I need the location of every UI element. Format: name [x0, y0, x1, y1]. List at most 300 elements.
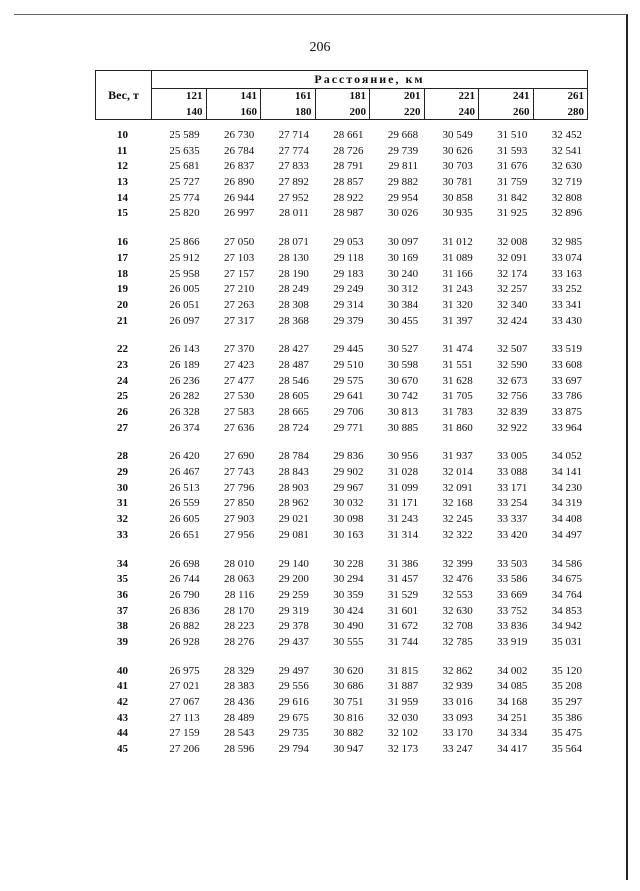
value-cell: 31 474 [442, 343, 473, 356]
value-cell: 26 374 [169, 421, 200, 434]
value-cell: 28 596 [224, 743, 255, 756]
value-cell: 30 956 [387, 450, 419, 463]
value-cell: 30 490 [333, 620, 364, 633]
value-cell: 28 170 [224, 604, 255, 617]
range-from: 161 [295, 90, 312, 102]
value-cell: 28 071 [278, 236, 309, 249]
value-cell: 33 163 [551, 267, 582, 280]
value-cell: 33 503 [497, 557, 528, 570]
range-to: 220 [404, 106, 421, 118]
value-cell: 31 676 [497, 160, 528, 173]
value-cell: 35 031 [551, 635, 582, 648]
weight-cell: 13 [117, 176, 128, 189]
weight-cell: 21 [117, 314, 128, 327]
value-cell: 29 021 [278, 513, 309, 526]
value-cell: 31 171 [387, 497, 419, 510]
value-cell: 26 997 [224, 207, 255, 220]
value-cell: 33 170 [442, 727, 473, 740]
value-cell: 30 294 [333, 573, 364, 586]
table-row [95, 742, 588, 758]
value-cell: 29 118 [333, 251, 364, 264]
weight-cell: 28 [117, 450, 128, 463]
weight-cell: 29 [117, 466, 128, 479]
weight-cell: 31 [117, 497, 128, 510]
value-cell: 30 424 [333, 604, 364, 617]
weight-cell: 11 [117, 144, 128, 157]
row-group [95, 449, 588, 543]
table-row [95, 528, 588, 544]
value-cell: 30 555 [333, 635, 364, 648]
table-row [95, 374, 588, 390]
value-cell: 27 159 [169, 727, 200, 740]
value-cell: 32 808 [551, 191, 582, 204]
value-cell: 30 169 [387, 251, 419, 264]
table-row [95, 251, 588, 267]
value-cell: 30 935 [442, 207, 473, 220]
value-cell: 31 744 [387, 635, 419, 648]
weight-cell: 34 [117, 557, 128, 570]
value-cell: 27 774 [278, 144, 309, 157]
value-cell: 34 319 [551, 497, 582, 510]
range-header [370, 89, 425, 119]
value-cell: 31 397 [442, 314, 473, 327]
table-row [95, 695, 588, 711]
row-group [95, 342, 588, 436]
value-cell: 28 661 [333, 129, 364, 141]
value-cell: 28 116 [224, 588, 255, 601]
value-cell: 26 513 [169, 481, 200, 494]
value-cell: 30 882 [333, 727, 364, 740]
value-cell: 34 764 [551, 588, 582, 601]
table-body [95, 128, 588, 771]
range-from: 201 [404, 90, 421, 102]
value-cell: 28 843 [278, 466, 309, 479]
value-cell: 34 168 [497, 696, 528, 708]
value-cell: 31 243 [387, 513, 419, 526]
value-cell: 28 011 [279, 207, 309, 220]
value-cell: 34 675 [551, 573, 582, 586]
value-cell: 30 686 [333, 680, 364, 693]
value-cell: 30 947 [333, 743, 364, 756]
table-row [95, 635, 588, 651]
value-cell: 29 811 [388, 160, 419, 173]
value-cell: 30 359 [333, 588, 364, 601]
value-cell: 33 337 [497, 513, 528, 526]
value-cell: 30 813 [387, 406, 419, 418]
value-cell: 28 605 [278, 390, 309, 403]
value-cell: 32 630 [551, 160, 582, 173]
range-from: 241 [513, 90, 530, 102]
value-cell: 26 467 [169, 466, 200, 479]
range-to: 140 [186, 106, 203, 118]
value-cell: 32 985 [551, 236, 582, 249]
table-row [95, 421, 588, 437]
value-cell: 28 329 [224, 664, 255, 677]
value-cell: 29 902 [333, 466, 364, 479]
value-cell: 27 206 [169, 743, 200, 756]
value-cell: 32 553 [442, 588, 473, 601]
value-cell: 30 670 [387, 374, 419, 387]
table-row [95, 191, 588, 207]
value-cell: 33 786 [551, 390, 582, 403]
distance-ranges [152, 89, 587, 119]
table-row [95, 496, 588, 512]
value-cell: 34 497 [551, 528, 582, 541]
value-cell: 29 668 [387, 129, 419, 141]
table-row [95, 679, 588, 695]
value-cell: 29 575 [333, 374, 364, 387]
value-cell: 31 551 [442, 358, 473, 371]
value-cell: 30 742 [387, 390, 419, 403]
value-cell: 33 875 [551, 406, 582, 418]
row-group [95, 664, 588, 758]
value-cell: 31 386 [387, 557, 419, 570]
value-cell: 33 093 [442, 711, 473, 724]
weight-cell: 41 [117, 680, 128, 693]
weight-cell: 14 [117, 191, 128, 204]
value-cell: 31 601 [387, 604, 419, 617]
value-cell: 28 784 [278, 450, 309, 463]
value-cell: 32 030 [387, 711, 419, 724]
value-cell: 34 408 [551, 513, 582, 526]
value-cell: 34 853 [551, 604, 582, 617]
distance-column-header: Расстояние, км [152, 71, 587, 89]
value-cell: 31 783 [442, 406, 473, 418]
value-cell: 32 173 [387, 743, 419, 756]
value-cell: 30 598 [387, 358, 419, 371]
value-cell: 27 157 [224, 267, 255, 280]
value-cell: 25 727 [169, 176, 200, 189]
weight-cell: 16 [117, 236, 128, 249]
range-from: 181 [349, 90, 366, 102]
value-cell: 30 751 [333, 696, 364, 708]
range-from: 261 [567, 90, 584, 102]
value-cell: 27 423 [224, 358, 255, 371]
table-row [95, 481, 588, 497]
value-cell: 34 230 [551, 481, 582, 494]
table-row [95, 604, 588, 620]
value-cell: 31 842 [497, 191, 528, 204]
value-cell: 27 903 [224, 513, 255, 526]
value-cell: 25 912 [169, 251, 200, 264]
value-cell: 27 103 [224, 251, 255, 264]
table-row [95, 314, 588, 330]
value-cell: 27 050 [224, 236, 255, 249]
value-cell: 28 487 [278, 358, 309, 371]
table-row [95, 726, 588, 742]
value-cell: 30 032 [333, 497, 364, 510]
table-row [95, 572, 588, 588]
weight-cell: 25 [117, 390, 128, 403]
value-cell: 29 967 [333, 481, 364, 494]
range-to: 260 [513, 106, 530, 118]
weight-cell: 20 [117, 298, 128, 311]
value-cell: 26 328 [169, 406, 200, 418]
weight-cell: 19 [117, 283, 128, 296]
value-cell: 29 378 [278, 620, 309, 633]
value-cell: 26 744 [169, 573, 200, 586]
value-cell: 33 252 [551, 283, 582, 296]
value-cell: 26 928 [169, 635, 200, 648]
value-cell: 29 379 [333, 314, 364, 327]
value-cell: 33 586 [497, 573, 528, 586]
value-cell: 32 008 [497, 236, 528, 249]
table-row [95, 557, 588, 573]
value-cell: 26 605 [169, 513, 200, 526]
value-cell: 26 784 [224, 144, 255, 157]
range-header [316, 89, 371, 119]
value-cell: 29 641 [333, 390, 364, 403]
value-cell: 27 067 [169, 696, 200, 708]
value-cell: 34 586 [551, 557, 582, 570]
value-cell: 31 099 [387, 481, 419, 494]
value-cell: 31 759 [497, 176, 528, 189]
value-cell: 30 703 [442, 160, 473, 173]
value-cell: 28 276 [224, 635, 255, 648]
table-row [95, 465, 588, 481]
value-cell: 31 815 [387, 664, 419, 677]
value-cell: 30 781 [442, 176, 473, 189]
value-cell: 29 675 [278, 711, 309, 724]
value-cell: 34 942 [551, 620, 582, 633]
row-group [95, 557, 588, 651]
value-cell: 35 120 [551, 664, 582, 677]
value-cell: 30 097 [387, 236, 419, 249]
value-cell: 26 282 [169, 390, 200, 403]
value-cell: 30 816 [333, 711, 364, 724]
value-cell: 32 756 [497, 390, 528, 403]
value-cell: 26 236 [169, 374, 200, 387]
range-to: 160 [240, 106, 257, 118]
value-cell: 34 334 [497, 727, 528, 740]
table-row [95, 267, 588, 283]
value-cell: 25 635 [169, 144, 200, 157]
value-cell: 33 697 [551, 374, 582, 387]
weight-cell: 10 [117, 129, 128, 141]
weight-cell: 39 [117, 635, 128, 648]
value-cell: 29 183 [333, 267, 364, 280]
value-cell: 28 308 [278, 298, 309, 311]
range-header [261, 89, 316, 119]
value-cell: 34 251 [497, 711, 528, 724]
weight-cell: 43 [117, 711, 128, 724]
value-cell: 28 223 [224, 620, 255, 633]
weight-cell: 30 [117, 481, 128, 494]
value-cell: 31 925 [497, 207, 528, 220]
value-cell: 33 341 [551, 298, 582, 311]
value-cell: 30 626 [442, 144, 473, 157]
weight-cell: 44 [117, 727, 128, 740]
weight-cell: 27 [117, 421, 128, 434]
value-cell: 31 593 [497, 144, 528, 157]
value-cell: 27 833 [278, 160, 309, 173]
value-cell: 26 005 [169, 283, 200, 296]
table-row [95, 342, 588, 358]
weight-cell: 22 [117, 343, 128, 356]
value-cell: 28 543 [224, 727, 255, 740]
value-cell: 31 628 [442, 374, 473, 387]
table-row [95, 298, 588, 314]
value-cell: 28 436 [224, 696, 255, 708]
range-header [425, 89, 480, 119]
value-cell: 28 987 [333, 207, 364, 220]
range-to: 280 [567, 106, 584, 118]
weight-cell: 38 [117, 620, 128, 633]
table-row [95, 128, 588, 144]
value-cell: 28 857 [333, 176, 364, 189]
table-header [95, 70, 588, 120]
value-cell: 26 420 [169, 450, 200, 463]
value-cell: 34 002 [497, 664, 528, 677]
range-header [479, 89, 534, 119]
value-cell: 25 681 [169, 160, 200, 173]
value-cell: 29 140 [278, 557, 309, 570]
value-cell: 31 860 [442, 421, 473, 434]
value-cell: 27 263 [224, 298, 255, 311]
value-cell: 30 098 [333, 513, 364, 526]
value-cell: 33 430 [551, 314, 582, 327]
value-cell: 25 820 [169, 207, 200, 220]
weight-cell: 35 [117, 573, 128, 586]
value-cell: 28 249 [278, 283, 309, 296]
weight-cell: 23 [117, 358, 128, 371]
value-cell: 27 113 [169, 711, 200, 724]
value-cell: 30 455 [387, 314, 419, 327]
table-row [95, 664, 588, 680]
value-cell: 33 005 [497, 450, 528, 463]
value-cell: 28 063 [224, 573, 255, 586]
value-cell: 33 752 [497, 604, 528, 617]
value-cell: 27 530 [224, 390, 255, 403]
value-cell: 32 174 [497, 267, 528, 280]
value-cell: 27 021 [169, 680, 200, 693]
value-cell: 32 673 [497, 374, 528, 387]
value-cell: 28 489 [224, 711, 255, 724]
value-cell: 27 892 [278, 176, 309, 189]
value-cell: 30 527 [387, 343, 419, 356]
value-cell: 34 417 [497, 743, 528, 756]
value-cell: 29 616 [278, 696, 309, 708]
table-row [95, 449, 588, 465]
value-cell: 34 141 [551, 466, 582, 479]
value-cell: 27 636 [224, 421, 255, 434]
value-cell: 29 200 [278, 573, 309, 586]
value-cell: 29 771 [333, 421, 364, 434]
value-cell: 28 130 [278, 251, 309, 264]
value-cell: 29 556 [278, 680, 309, 693]
value-cell: 33 836 [497, 620, 528, 633]
table-row [95, 282, 588, 298]
value-cell: 26 143 [169, 343, 200, 356]
value-cell: 26 837 [224, 160, 255, 173]
value-cell: 33 016 [442, 696, 473, 708]
value-cell: 34 052 [551, 450, 582, 463]
value-cell: 25 866 [169, 236, 200, 249]
value-cell: 26 051 [169, 298, 200, 311]
value-cell: 31 529 [387, 588, 419, 601]
value-cell: 29 735 [278, 727, 309, 740]
range-header [534, 89, 588, 119]
table-row [95, 619, 588, 635]
value-cell: 26 730 [224, 129, 255, 141]
value-cell: 26 890 [224, 176, 255, 189]
value-cell: 32 590 [497, 358, 528, 371]
value-cell: 33 420 [497, 528, 528, 541]
value-cell: 29 497 [278, 664, 309, 677]
value-cell: 32 424 [497, 314, 528, 327]
range-header [152, 89, 207, 119]
value-cell: 27 210 [224, 283, 255, 296]
table-row [95, 588, 588, 604]
value-cell: 29 319 [278, 604, 309, 617]
value-cell: 27 743 [224, 466, 255, 479]
range-from: 121 [186, 90, 203, 102]
value-cell: 29 249 [333, 283, 364, 296]
table-row [95, 405, 588, 421]
value-cell: 27 714 [278, 129, 309, 141]
value-cell: 27 850 [224, 497, 255, 510]
weight-cell: 33 [117, 528, 128, 541]
value-cell: 28 903 [278, 481, 309, 494]
value-cell: 28 726 [333, 144, 364, 157]
value-cell: 29 954 [387, 191, 419, 204]
table-row [95, 175, 588, 191]
value-cell: 29 081 [278, 528, 309, 541]
value-cell: 33 247 [442, 743, 473, 756]
value-cell: 32 839 [497, 406, 528, 418]
value-cell: 26 097 [169, 314, 200, 327]
value-cell: 32 896 [551, 207, 582, 220]
value-cell: 29 314 [333, 298, 364, 311]
value-cell: 31 028 [387, 466, 419, 479]
value-cell: 29 706 [333, 406, 364, 418]
table-row [95, 358, 588, 374]
value-cell: 31 320 [442, 298, 473, 311]
value-cell: 35 564 [551, 743, 582, 756]
weight-cell: 40 [117, 664, 128, 677]
value-cell: 29 510 [333, 358, 364, 371]
weight-cell: 26 [117, 406, 128, 418]
value-cell: 30 885 [387, 421, 419, 434]
value-cell: 25 774 [169, 191, 200, 204]
value-cell: 33 608 [551, 358, 582, 371]
value-cell: 28 427 [278, 343, 309, 356]
value-cell: 29 882 [387, 176, 419, 189]
value-cell: 33 171 [497, 481, 528, 494]
value-cell: 33 919 [497, 635, 528, 648]
value-cell: 27 952 [278, 191, 309, 204]
value-cell: 32 862 [442, 664, 473, 677]
weight-column-header: Вес, т [96, 71, 152, 119]
weight-cell: 42 [117, 696, 128, 708]
value-cell: 28 791 [333, 160, 364, 173]
weight-cell: 37 [117, 604, 128, 617]
value-cell: 30 228 [333, 557, 364, 570]
value-cell: 33 964 [551, 421, 582, 434]
value-cell: 28 190 [278, 267, 309, 280]
value-cell: 28 368 [278, 314, 309, 327]
value-cell: 31 089 [442, 251, 473, 264]
value-cell: 31 314 [387, 528, 419, 541]
value-cell: 30 620 [333, 664, 364, 677]
value-cell: 31 672 [387, 620, 419, 633]
value-cell: 32 340 [497, 298, 528, 311]
value-cell: 29 739 [387, 144, 419, 157]
value-cell: 31 887 [387, 680, 419, 693]
value-cell: 30 240 [387, 267, 419, 280]
value-cell: 26 836 [169, 604, 200, 617]
table-row [95, 144, 588, 160]
